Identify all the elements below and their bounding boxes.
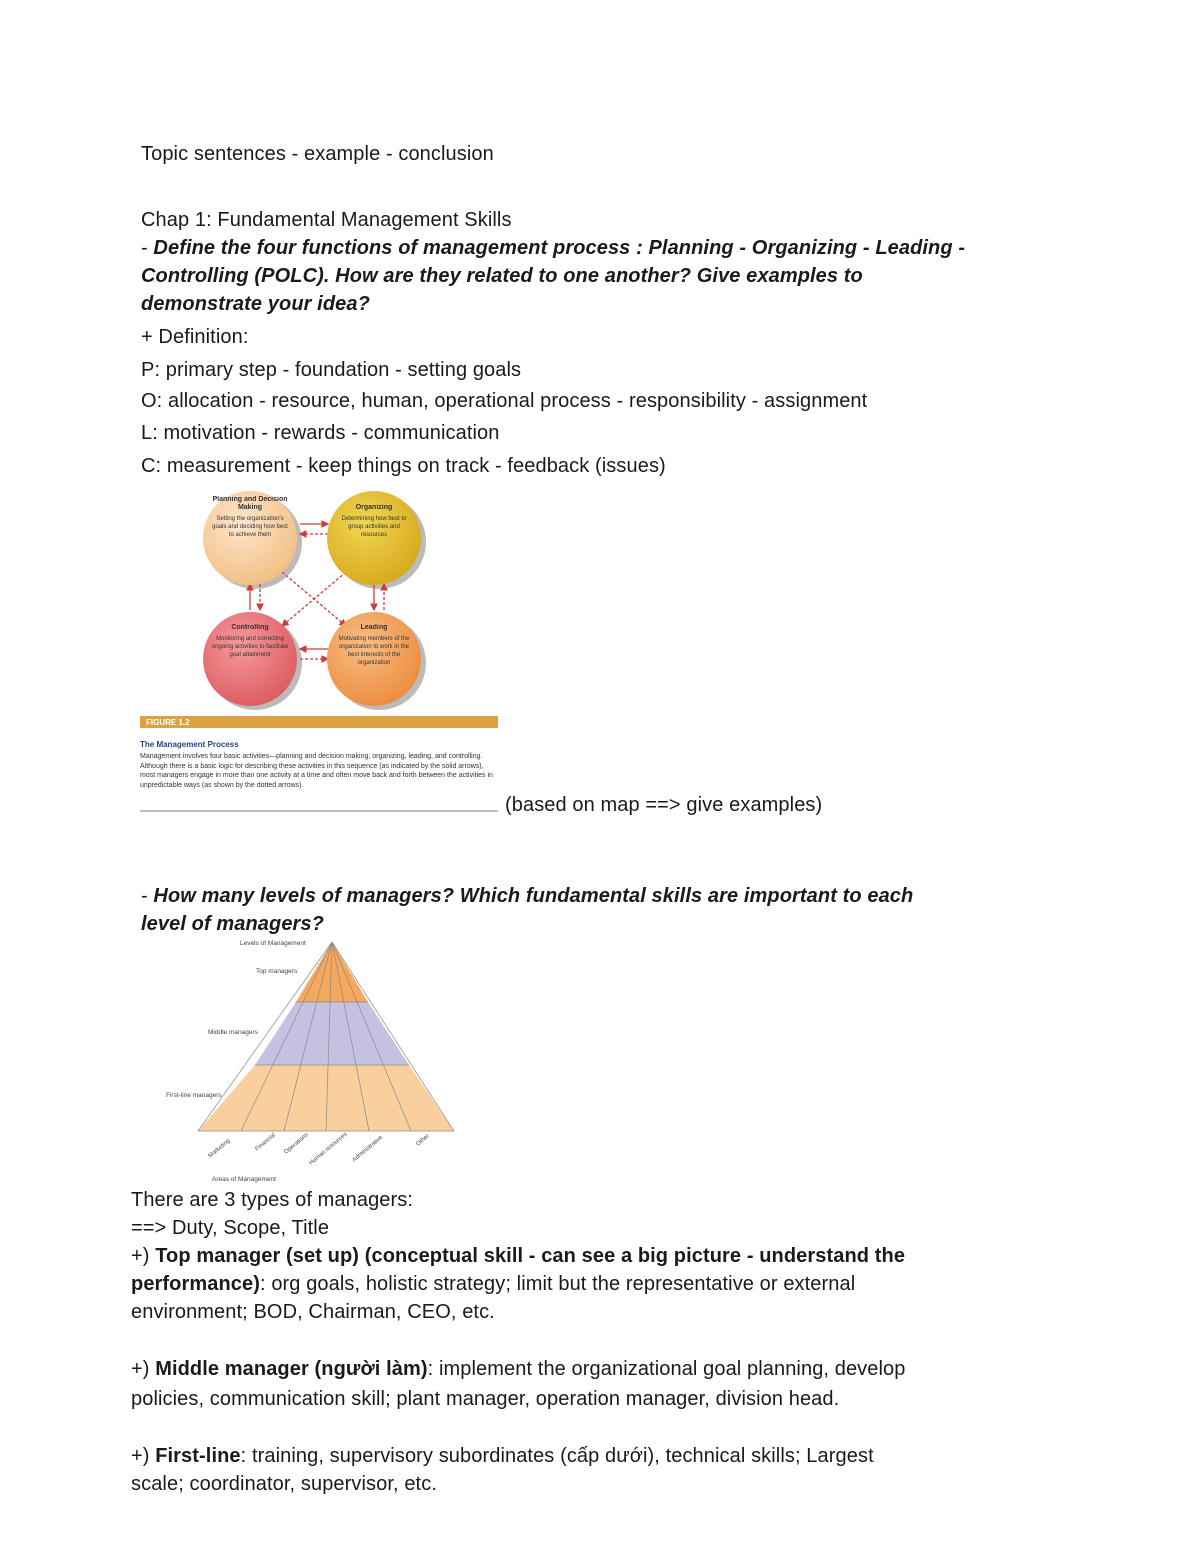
- area-label: Administrative: [351, 1134, 385, 1164]
- figure-label-band: [140, 716, 498, 728]
- first-line-description: : training, supervisory subordinates (cấp dưới), technical skills; Largest: [240, 1445, 874, 1467]
- question-2-line-1: [141, 882, 913, 910]
- dash: -: [141, 237, 154, 259]
- duty-scope-title-line: ==> Duty, Scope, Title: [131, 1217, 330, 1239]
- middle-level-band: [255, 1002, 409, 1065]
- first-line-line-2: scale; coordinator, supervisor, etc.: [131, 1473, 437, 1495]
- definition-organizing: O: allocation - resource, human, operational process - responsibility - assignment: [141, 390, 868, 412]
- first-line-managers-label: First-line managers: [166, 1092, 222, 1099]
- top-manager-heading: Top manager (set up) (conceptual skill - can see a big picture - understand the: [155, 1245, 906, 1267]
- bullet-prefix: +): [131, 1358, 156, 1380]
- question-2-text: How many levels of managers? Which fundamental skills are important to each: [153, 885, 914, 907]
- figure-label: FIGURE 1.2: [146, 718, 190, 727]
- question-1-line-2: Controlling (POLC). How are they related to one another? Give examples to: [141, 265, 863, 287]
- top-manager-line-2: [131, 1270, 855, 1298]
- definition-planning: P: primary step - foundation - setting goals: [141, 359, 522, 381]
- question-1-line-3: demonstrate your idea?: [141, 293, 370, 315]
- controlling-text: Monitoring and correcting ongoing activities to facilitate goal attainment: [211, 636, 289, 658]
- organizing-title: Organizing: [355, 504, 393, 511]
- levels-of-management-figure: [160, 936, 460, 1186]
- middle-manager-description: : implement the organizational goal planning, develop: [427, 1358, 906, 1380]
- planning-text: Setting the organization's goals and deciding how best to achieve them: [212, 516, 288, 538]
- map-note: (based on map ==> give examples): [505, 794, 823, 816]
- definition-label: + Definition:: [141, 326, 249, 348]
- top-manager-heading-end: performance): [131, 1273, 261, 1295]
- organizing-text: Determining how best to group activities and resources: [341, 516, 407, 538]
- figure-caption-title: The Management Process: [140, 740, 239, 749]
- top-manager-description: : org goals, holistic strategy; limit but the representative or external: [260, 1273, 856, 1295]
- area-label: Marketing: [207, 1138, 232, 1160]
- area-label: Other: [415, 1133, 431, 1148]
- chapter-heading: Chap 1: Fundamental Management Skills: [141, 209, 512, 231]
- bullet-prefix: +): [131, 1445, 156, 1467]
- definition-controlling: C: measurement - keep things on track - feedback (issues): [141, 455, 666, 477]
- first-line-heading: First-line: [155, 1445, 241, 1467]
- middle-managers-label: Middle managers: [208, 1029, 258, 1036]
- area-label: Human resources: [308, 1131, 349, 1167]
- controlling-title: Controlling: [231, 624, 269, 631]
- middle-manager-line-2: policies, communication skill; plant manager, operation manager, division head.: [131, 1388, 840, 1410]
- question-1-text: Define the four functions of management process : Planning - Organizing - Leading -: [153, 237, 966, 259]
- management-process-figure: [140, 484, 500, 816]
- top-manager-line-1: [131, 1242, 905, 1270]
- types-line: There are 3 types of managers:: [131, 1189, 414, 1211]
- area-label: Financial: [254, 1132, 277, 1153]
- topic-line: Topic sentences - example - conclusion: [141, 143, 494, 165]
- middle-manager-line-1: [131, 1355, 906, 1383]
- leading-title: Leading: [360, 624, 388, 631]
- bullet-prefix: +): [131, 1245, 156, 1267]
- question-1-line-1: [141, 234, 965, 262]
- middle-manager-heading: Middle manager (người làm): [155, 1358, 428, 1380]
- definition-leading: L: motivation - rewards - communication: [141, 422, 500, 444]
- leading-text: Motivating members of the organization to work in the best interests of the organization: [338, 636, 410, 666]
- planning-title: Planning and Decision Making: [212, 496, 288, 511]
- levels-title: Levels of Management: [240, 940, 306, 947]
- dash: -: [141, 885, 154, 907]
- area-label: Operations: [283, 1132, 310, 1156]
- areas-title: Areas of Management: [212, 1176, 276, 1183]
- question-2-line-2: level of managers?: [141, 913, 324, 935]
- top-manager-line-3: environment; BOD, Chairman, CEO, etc.: [131, 1301, 495, 1323]
- first-line-line-1: [131, 1442, 874, 1470]
- figure-caption-text: Management involves four basic activities—planning and decision making, organizing, leading, and controlling. Although there is a basic logic for describing these activities in this sequence (as indicated by the solid arrows), most managers engage in more than one activity at a time and often move back and forth between the activities in unpredictable ways (as shown by the dotted arrows).: [140, 753, 493, 789]
- top-managers-label: Top managers: [256, 968, 298, 975]
